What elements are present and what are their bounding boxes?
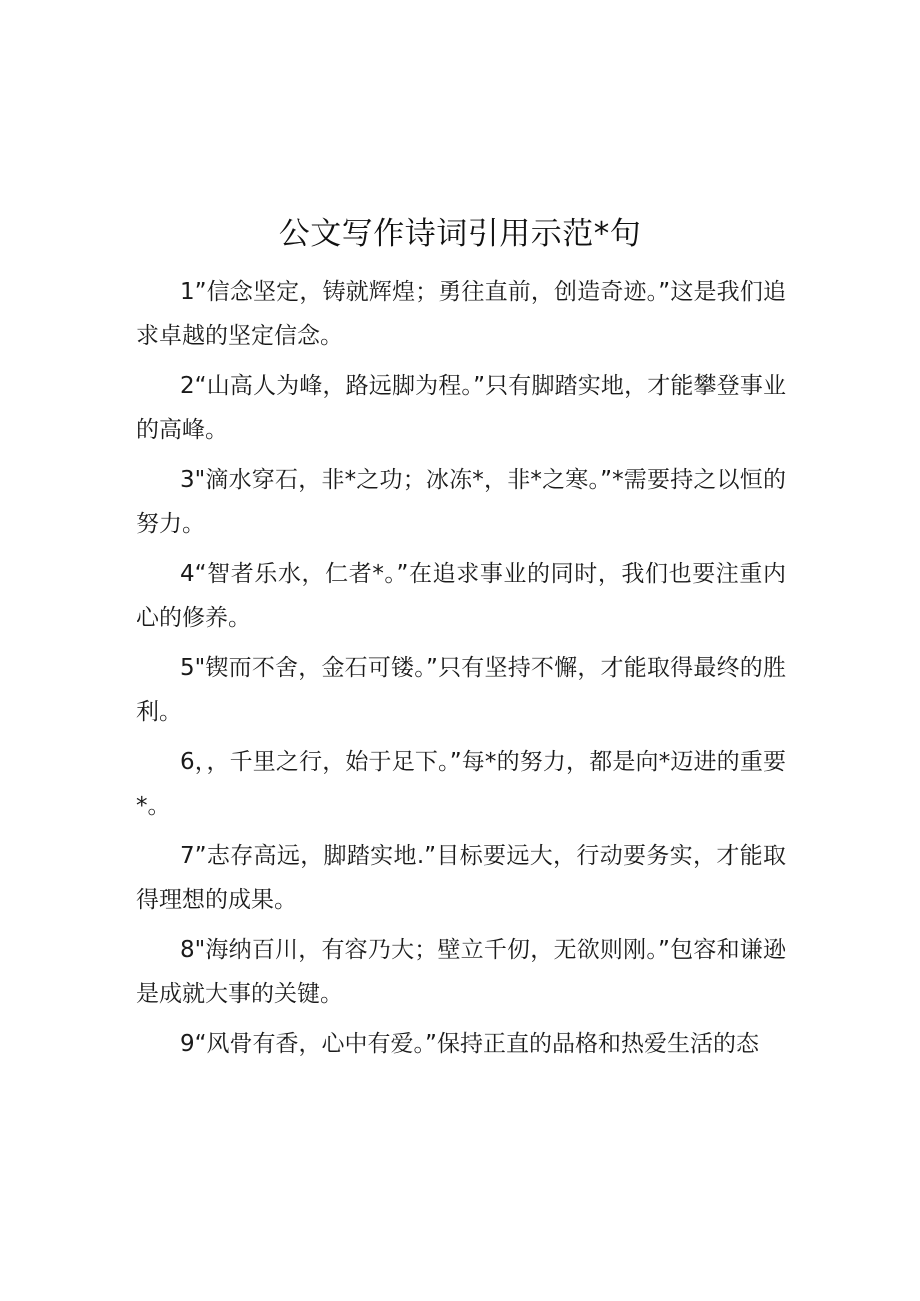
quote-item: 6，，千里之行，始于足下。”每*的努力，都是向*迈进的重要*。: [136, 749, 786, 819]
quote-item: 9“风骨有香，心中有爱。”保持正直的品格和热爱生活的态: [180, 1031, 759, 1057]
quote-item: 4“智者乐水，仁者*。”在追求事业的同时，我们也要注重内心的修养。: [136, 561, 786, 631]
quote-item: 3"滴水穿石，非*之功；冰冻*，非*之寒。”*需要持之以恒的努力。: [136, 467, 786, 537]
quote-item: 5"锲而不舍，金石可镂。”只有坚持不懈，才能取得最终的胜利。: [136, 655, 786, 725]
quote-item: 7”志存高远，脚踏实地.”目标要远大，行动要务实，才能取得理想的成果。: [136, 843, 786, 913]
quote-item: 8"海纳百川，有容乃大；壁立千仞，无欲则刚。”包容和谦逊是成就大事的关键。: [136, 937, 786, 1007]
document-title: 公文写作诗词引用示范*句: [278, 216, 642, 252]
quote-list: [136, 270, 786, 1072]
quote-item: 2“山高人为峰，路远脚为程。”只有脚踏实地，才能攀登事业的高峰。: [136, 373, 786, 443]
quote-item: 1”信念坚定，铸就辉煌；勇往直前，创造奇迹。”这是我们追求卓越的坚定信念。: [136, 279, 786, 349]
